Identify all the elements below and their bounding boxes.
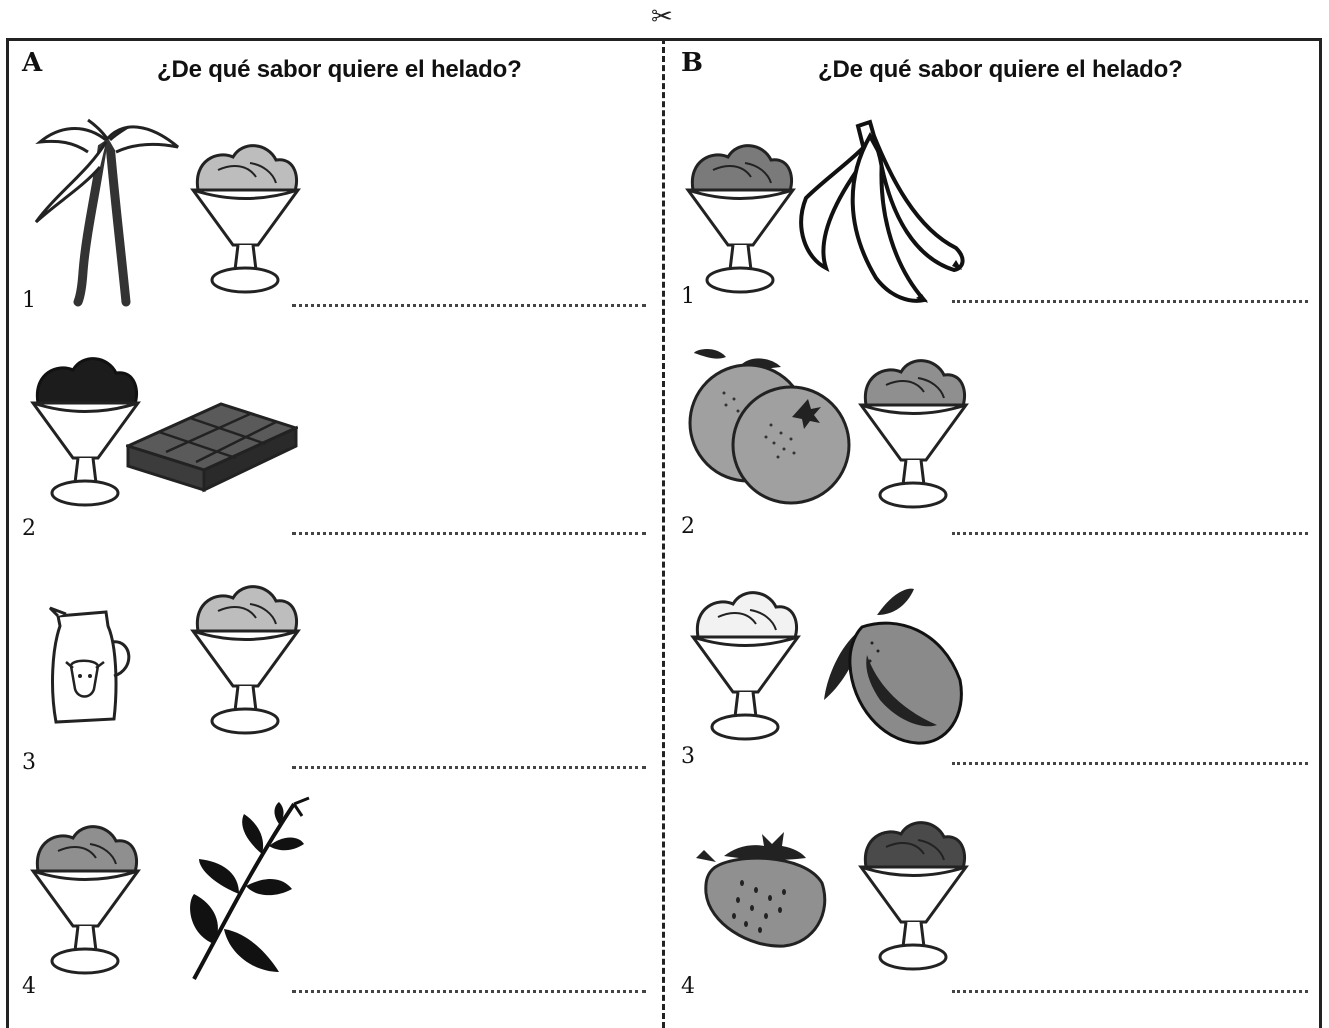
ice-cream-cup-icon [683,135,798,300]
answer-line[interactable] [952,300,1308,303]
item-number: 2 [22,516,36,541]
sheet-a-title: ¿De qué sabor quiere el helado? [157,56,522,83]
answer-line[interactable] [292,304,646,307]
ice-cream-cup-icon [856,812,971,977]
lemon-icon [822,585,967,750]
item-number: 4 [681,974,695,999]
item-number: 3 [22,750,36,775]
answer-line[interactable] [292,766,646,769]
item-number: 1 [22,288,36,313]
item-number: 3 [681,744,695,769]
ice-cream-cup-icon [188,135,303,300]
ice-cream-cup-icon [188,576,303,741]
milk-jug-icon [46,604,136,729]
item-number: 4 [22,974,36,999]
mint-sprig-icon [184,794,314,984]
ice-cream-cup-icon [28,816,143,981]
sheet-a-letter: A [22,48,43,78]
answer-line[interactable] [952,990,1308,993]
cut-line [662,38,665,1028]
ice-cream-cup-icon [856,350,971,515]
answer-line[interactable] [952,762,1308,765]
item-number: 1 [681,284,695,309]
answer-line[interactable] [952,532,1308,535]
strawberry-icon [694,828,832,953]
answer-line[interactable] [292,990,646,993]
item-number: 2 [681,514,695,539]
sheet-b-title: ¿De qué sabor quiere el helado? [818,56,1183,83]
banana-icon [796,118,968,308]
sheet-b-letter: B [681,48,703,78]
orange-icon [686,345,851,505]
ice-cream-cup-icon [688,582,803,747]
scissors-icon: ✂ [651,2,673,32]
answer-line[interactable] [292,532,646,535]
chocolate-bar-icon [126,398,298,493]
vanilla-icon [28,112,188,307]
